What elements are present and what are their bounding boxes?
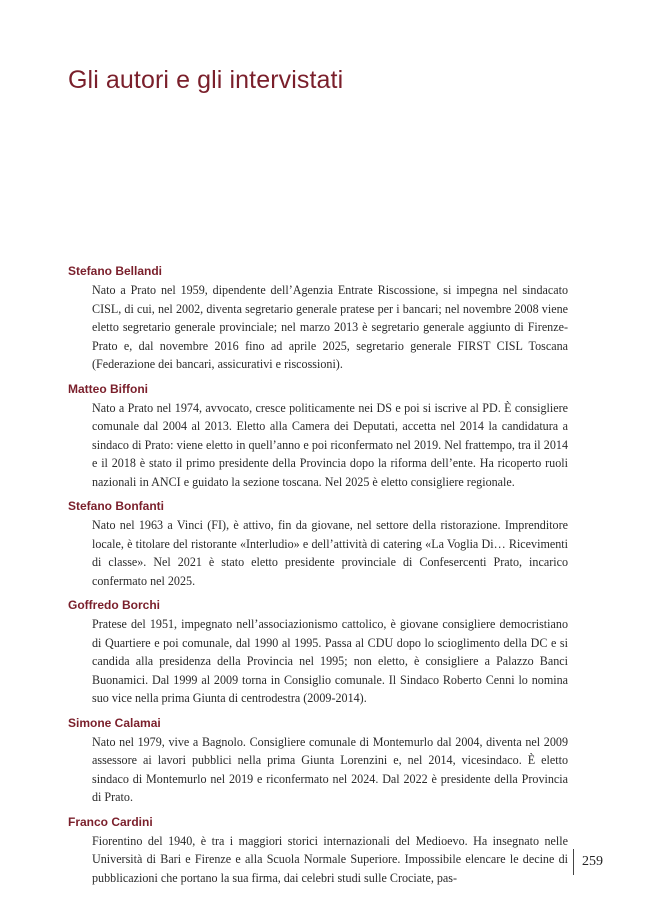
author-name: Franco Cardini (68, 814, 153, 829)
author-name: Goffredo Borchi (68, 598, 160, 612)
author-entry (68, 380, 568, 492)
page-title: Gli autori e gli intervistati (68, 66, 344, 94)
page-footer (573, 849, 603, 875)
author-entry (68, 262, 568, 374)
author-bio: Pratese del 1951, impegnato nell’associazionismo cattolico, è giovane consigliere democristiano di Quartiere e poi comunale, dal 1990 al 1995. Passa al CDU dopo lo scioglimento della DC e si candida alla presidenza della Provincia nel 1995; non eletto, è consigliere a Palazzo Banci Buonamici. Dal 1999 al 2009 torna in Consiglio comunale. Il Sindaco Roberto Cenni lo nomina suo vice nella prima Giunta di centrodestra (2009-2014). (92, 617, 568, 705)
author-name: Matteo Biffoni (68, 381, 148, 396)
author-bio: Nato nel 1963 a Vinci (FI), è attivo, fin da giovane, nel settore della ristorazione. Imprenditore locale, è titolare del ristorante «Interludio» e dell’attività di catering «La Voglia Di… Ricevimenti di classe». Nel 2021 è stato eletto presidente provinciale di Confesercenti Prato, incarico confermato nel 2025. (92, 518, 568, 588)
author-bio: Nato a Prato nel 1974, avvocato, cresce politicamente nei DS e poi si iscrive al PD. È consigliere comunale dal 2004 al 2013. Eletto alla Camera dei Deputati, accetta nel 2014 la candidatura a sindaco di Prato: viene eletto in quell’anno e poi riconfermato nel 2019. Nel frattempo, tra il 2014 e il 2018 è stato il primo presidente della Provincia dopo la riforma dell’ente. Ha ricoperto ruoli nazionali in ANCI e guidato la sezione toscana. Nel 2025 è eletto consigliere regionale. (92, 400, 568, 489)
author-list (68, 262, 568, 887)
author-name: Stefano Bellandi (68, 264, 163, 278)
author-entry (68, 813, 568, 888)
author-entry (68, 714, 568, 807)
author-entry (68, 596, 568, 708)
author-name: Simone Calamai (68, 715, 161, 730)
author-bio: Nato a Prato nel 1959, dipendente dell’Agenzia Entrate Riscossione, si impegna nel sindacato CISL, di cui, nel 2002, diventa segretario generale pratese per i bancari; nel novembre 2008 viene eletto segretario generale provinciale; nel marzo 2013 è segretario generale aggiunto di Firenze-Prato e, dal novembre 2016 fino ad aprile 2025, segretario generale FIRST CISL Toscana (Federazione dei bancari, assicurativi e riscossioni). (92, 283, 568, 371)
author-bio: Fiorentino del 1940, è tra i maggiori storici internazionali del Medioevo. Ha insegnato nelle Università di Bari e Firenze e alla Scuola Normale Superiore. Impossibile elencare le decine di pubblicazioni che portano la sua firma, dai celebri studi sulle Crociate, pas- (92, 833, 568, 885)
author-bio: Nato nel 1979, vive a Bagnolo. Consigliere comunale di Montemurlo dal 2004, diventa nel 2009 assessore ai lavori pubblici nella prima Giunta Lorenzini e, nel 2014, vicesindaco. È eletto sindaco di Montemurlo nel 2019 e riconfermato nel 2024. Dal 2022 è presidente della Provincia di Prato. (92, 734, 568, 804)
author-name: Stefano Bonfanti (68, 499, 164, 513)
author-entry (68, 497, 568, 590)
page-number: 259 (582, 854, 603, 869)
